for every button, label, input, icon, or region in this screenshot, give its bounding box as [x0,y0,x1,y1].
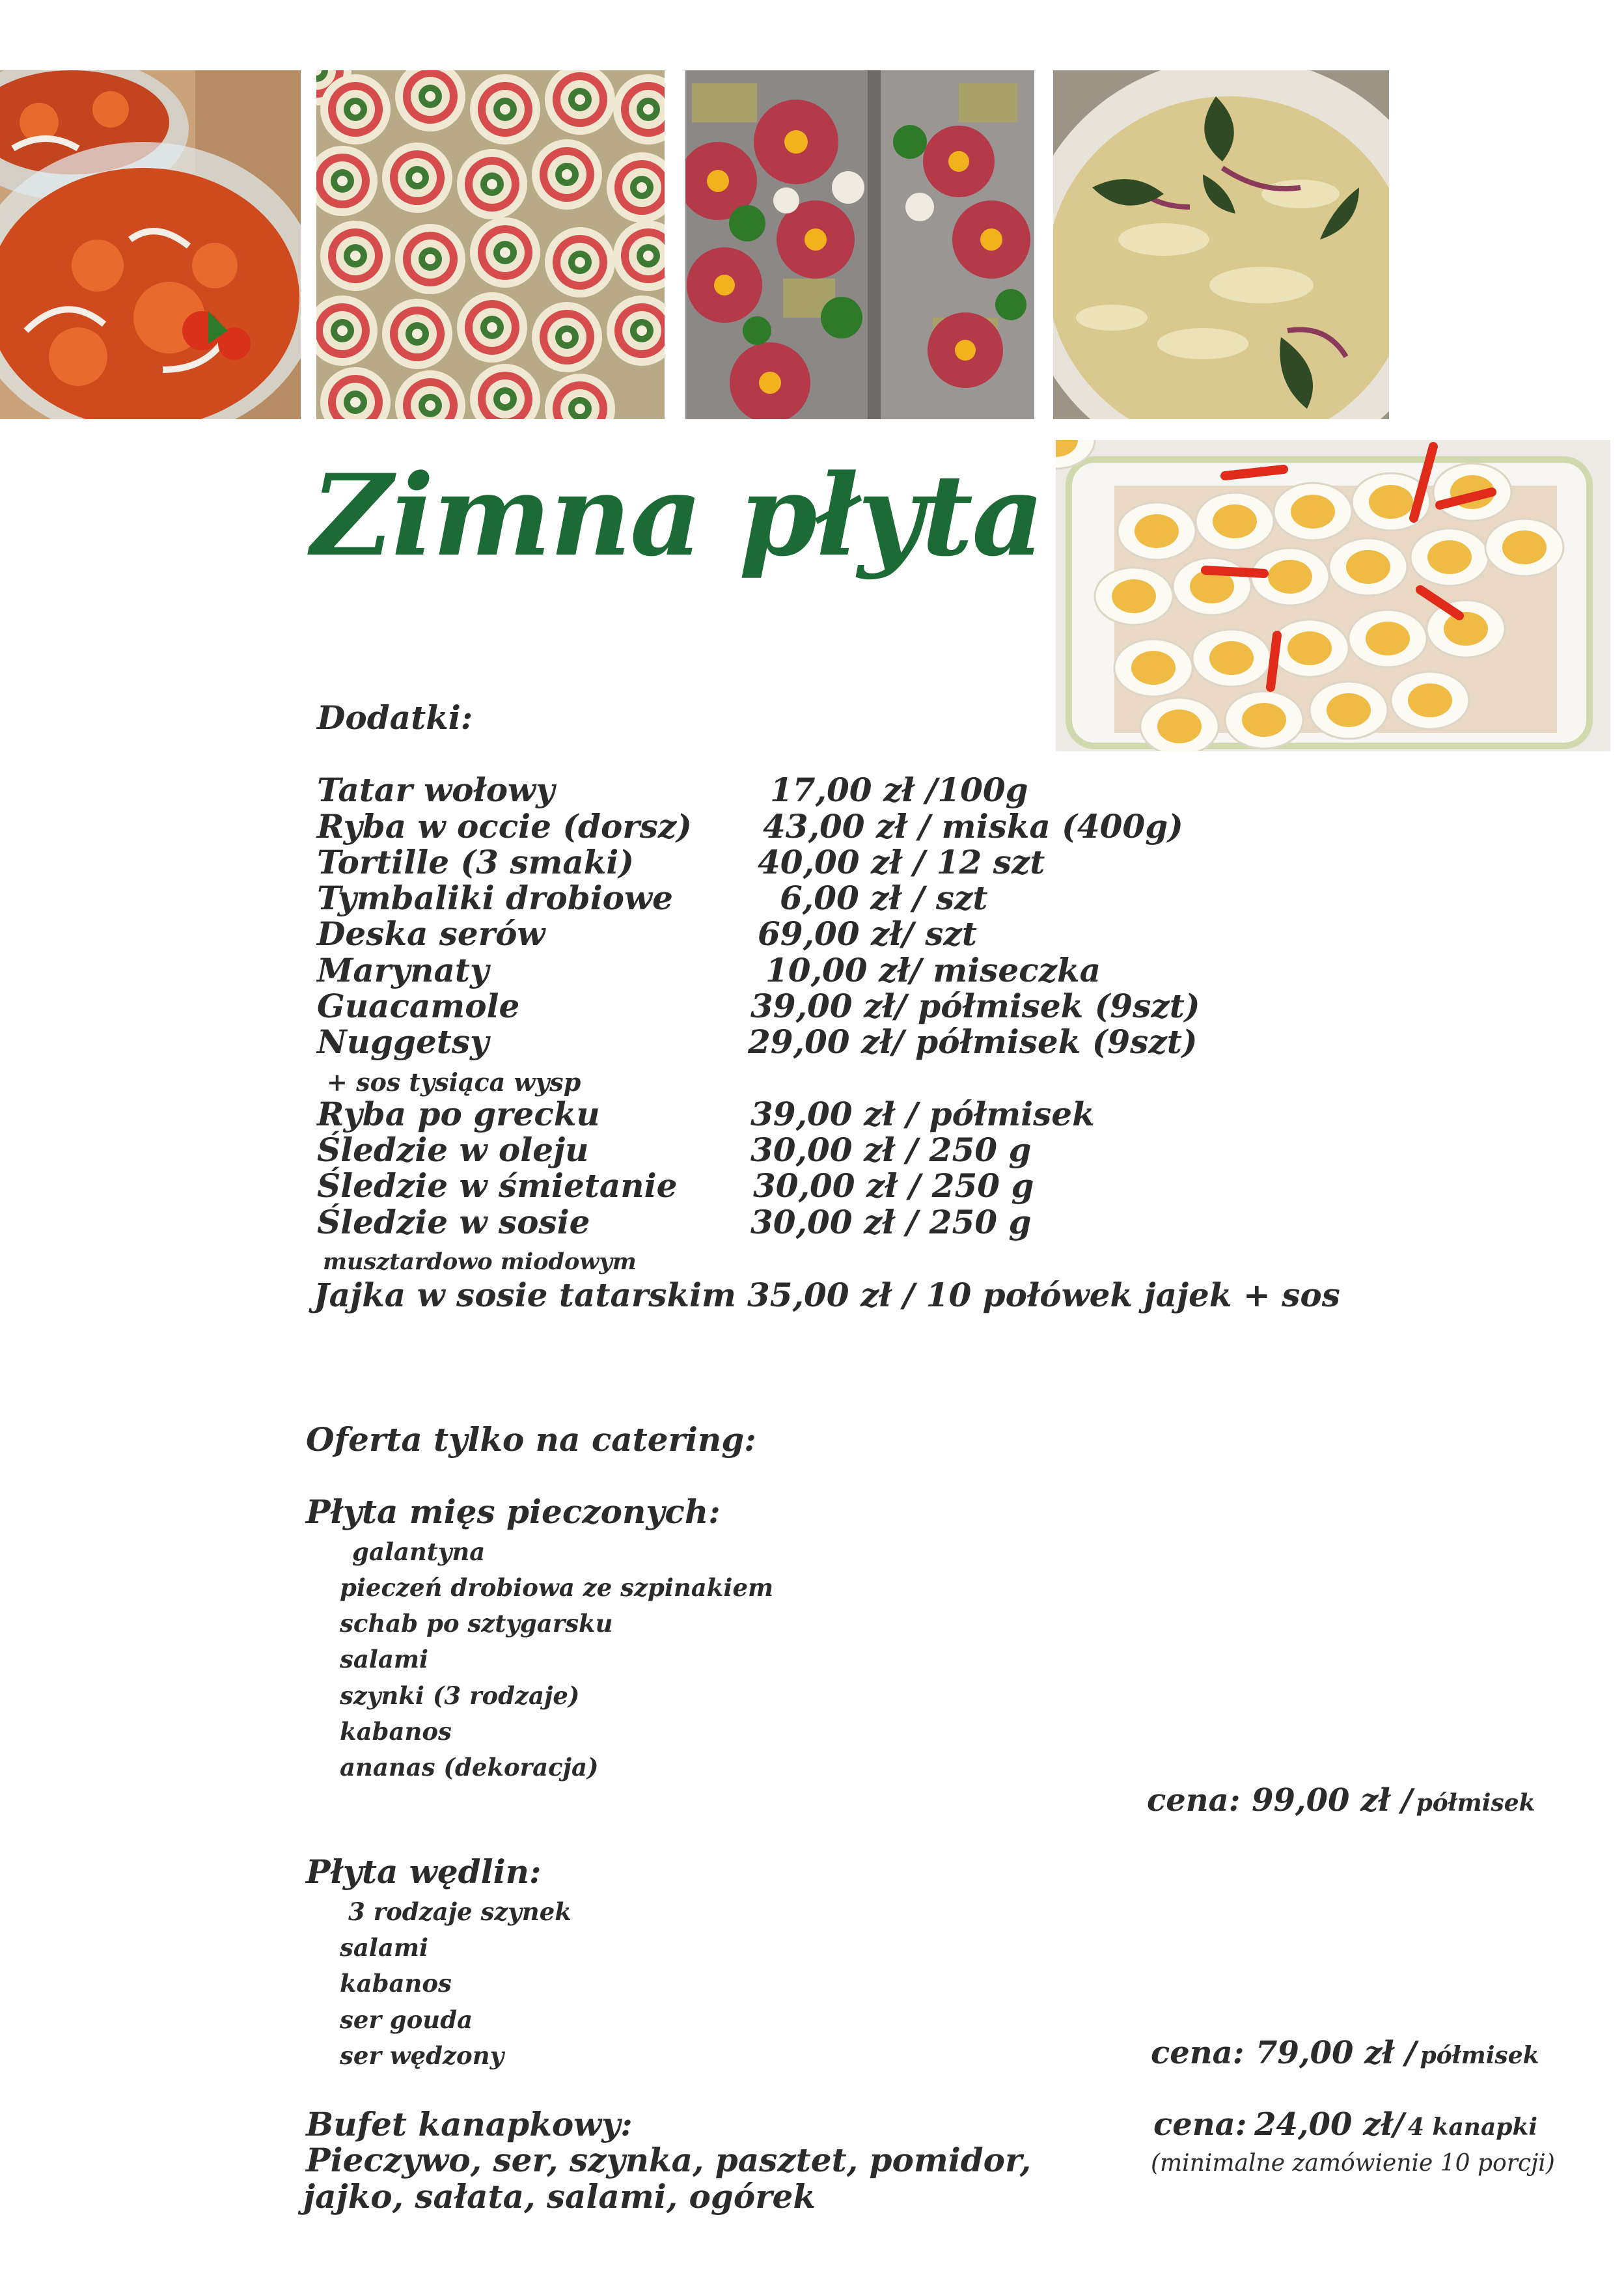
plyta-miesa-item: szynki (3 rodzaje) [340,1681,580,1710]
dodatki-item-price: 30,00 zł / 250 g [750,1203,1032,1241]
plyta-miesa-item: schab po sztygarsku [340,1609,613,1638]
dodatki-item-name: Tortille (3 smaki) [317,843,635,881]
dodatki-item-price: 6,00 zł / szt [780,879,988,917]
carrot-salad-photo [0,70,301,419]
plyta-wedlin-item: ser wędzony [340,2041,504,2070]
dodatki-item-price: 29,00 zł/ półmisek (9szt) [748,1023,1198,1061]
dodatki-item-name: Nuggetsy [317,1023,489,1061]
price-unit: 4 kanapki [1407,2113,1538,2141]
bufet-heading: Bufet kanapkowy: [306,2105,633,2143]
dodatki-item-name: Marynaty [317,951,489,989]
dodatki-item-name: Guacamole [317,987,520,1025]
price-label: cena: [1151,2035,1245,2071]
plyta-miesa-item: kabanos [340,1717,452,1746]
bufet-items-line1: Pieczywo, ser, szynka, pasztet, pomidor, [306,2141,1032,2179]
dodatki-item-price: 35,00 zł / 10 połówek jajek + sos [747,1276,1340,1314]
plyta-miesa-price [1147,1782,1535,1819]
dodatki-item-name: Deska serów [317,915,545,953]
dodatki-item-name: Tymbaliki drobiowe [317,879,673,917]
dodatki-item-price: 69,00 zł/ szt [758,915,977,953]
dodatki-item-price: 43,00 zł / miska (400g) [763,807,1183,846]
plyta-wedlin-heading: Płyta wędlin: [306,1852,542,1891]
plyta-wedlin-item: salami [340,1933,429,1962]
tortilla-rolls-photo [316,70,665,419]
plyta-wedlin-item: 3 rodzaje szynek [348,1897,571,1926]
plyta-miesa-heading: Płyta mięs pieczonych: [306,1493,721,1531]
dodatki-heading: Dodatki: [317,698,473,737]
dodatki-item-name: Ryba w occie (dorsz) [317,807,692,846]
dodatki-item-price: 39,00 zł/ półmisek (9szt) [750,987,1200,1025]
beef-tartare-photo [685,70,1034,419]
nuggets-sauce-note: + sos tysiąca wysp [327,1067,581,1097]
plyta-miesa-item: ananas (dekoracja) [340,1753,599,1782]
herring-salad-photo [1053,70,1389,419]
dodatki-item-price: 39,00 zł / półmisek [750,1095,1095,1133]
plyta-wedlin-item: ser gouda [340,2005,473,2034]
catering-heading: Oferta tylko na catering: [306,1420,756,1459]
price-label: cena: [1147,1782,1241,1819]
dodatki-item-price: 40,00 zł / 12 szt [758,843,1045,881]
minimum-order-note: (minimalne zamówienie 10 porcji) [1151,2150,1555,2177]
price-label: cena: [1153,2106,1247,2143]
price-value: 99,00 zł / [1252,1782,1413,1819]
price-unit: półmisek [1420,2042,1539,2069]
sledzie-sauce-note: musztardowo miodowym [323,1248,637,1275]
bufet-items-line2: jajko, sałata, salami, ogórek [303,2177,816,2216]
price-value: 24,00 zł/ [1254,2106,1405,2143]
dodatki-item-name: Śledzie w sosie [317,1203,590,1241]
plyta-miesa-item: pieczeń drobiowa ze szpinakiem [340,1573,774,1602]
plyta-wedlin-item: kabanos [340,1969,452,1998]
dodatki-item-name: Jajka w sosie tatarskim [314,1276,736,1314]
dodatki-item-price: 10,00 zł/ miseczka [765,951,1101,989]
dodatki-item-name: Śledzie w śmietanie [317,1166,678,1205]
page-title: Zimna płyta [311,449,1043,581]
dodatki-item-name: Śledzie w oleju [317,1131,589,1169]
dodatki-item-price: 30,00 zł / 250 g [750,1131,1032,1169]
plyta-miesa-item: salami [340,1645,429,1673]
plyta-miesa-item: galantyna [352,1537,486,1566]
price-unit: półmisek [1416,1789,1535,1817]
dodatki-item-price: 17,00 zł /100g [770,771,1028,809]
dodatki-item-name: Ryba po grecku [317,1095,600,1133]
bufet-price [1153,2106,1537,2143]
dodatki-item-name: Tatar wołowy [317,771,555,809]
dodatki-item-price: 30,00 zł / 250 g [753,1166,1034,1205]
plyta-wedlin-price [1151,2035,1539,2071]
price-value: 79,00 zł / [1256,2035,1417,2071]
eggs-tartar-sauce-photo [1056,440,1610,751]
